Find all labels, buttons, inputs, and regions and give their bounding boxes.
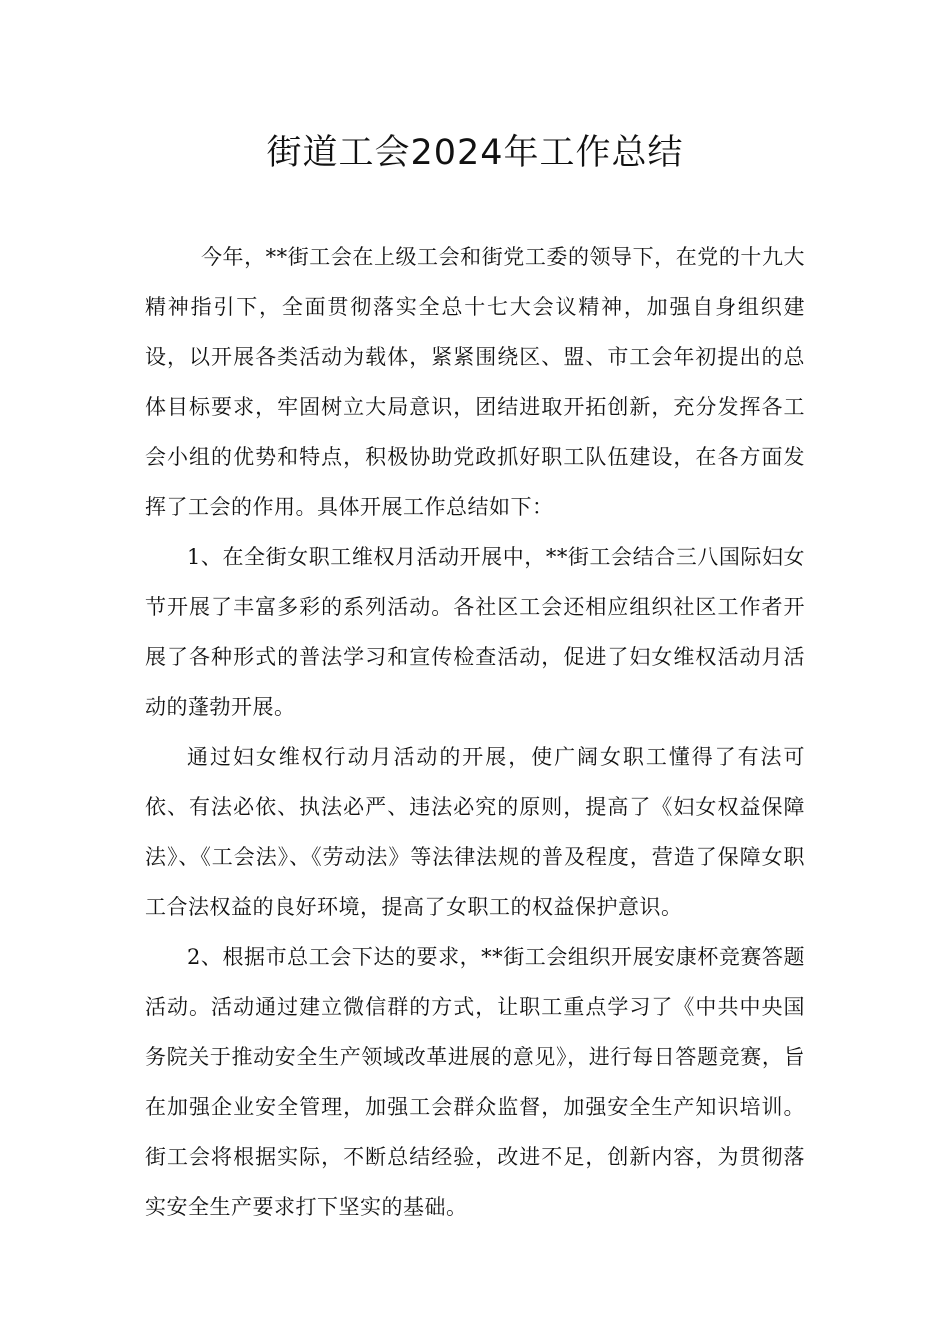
document-title: 街道工会2024年工作总结: [266, 133, 684, 173]
paragraph-womens-rights-results: 通过妇女维权行动月活动的开展，使广阔女职工懂得了有法可依、有法必依、执法必严、违法必究的原则，提高了《妇女权益保障法》、《工会法》、《劳动法》等法律法规的普及程度，营造了保障女职工合法权益的良好环境，提高了女职工的权益保护意识。: [145, 745, 805, 919]
paragraph-womens-rights-month: 1、在全街女职工维权月活动开展中，**街工会结合三八国际妇女节开展了丰富多彩的系列活动。各社区工会还相应组织社区工作者开展了各种形式的普法学习和宣传检查活动，促进了妇女维权活动月活动的蓬勃开展。: [145, 545, 805, 719]
document-body: [145, 232, 805, 1232]
intro-paragraph: 今年，**街工会在上级工会和街党工委的领导下，在党的十九大精神指引下，全面贯彻落实全总十七大会议精神，加强自身组织建设，以开展各类活动为载体，紧紧围绕区、盟、市工会年初提出的总体目标要求，牢固树立大局意识，团结进取开拓创新，充分发挥各工会小组的优势和特点，积极协助党政抓好职工队伍建设，在各方面发挥了工会的作用。具体开展工作总结如下：: [145, 245, 805, 519]
paragraph-ankang-cup-competition: 2、根据市总工会下达的要求，**街工会组织开展安康杯竞赛答题活动。活动通过建立微信群的方式，让职工重点学习了《中共中央国务院关于推动安全生产领域改革进展的意见》，进行每日答题竞赛，旨在加强企业安全管理，加强工会群众监督，加强安全生产知识培训。街工会将根据实际，不断总结经验，改进不足，创新内容，为贯彻落实安全生产要求打下坚实的基础。: [145, 945, 805, 1219]
